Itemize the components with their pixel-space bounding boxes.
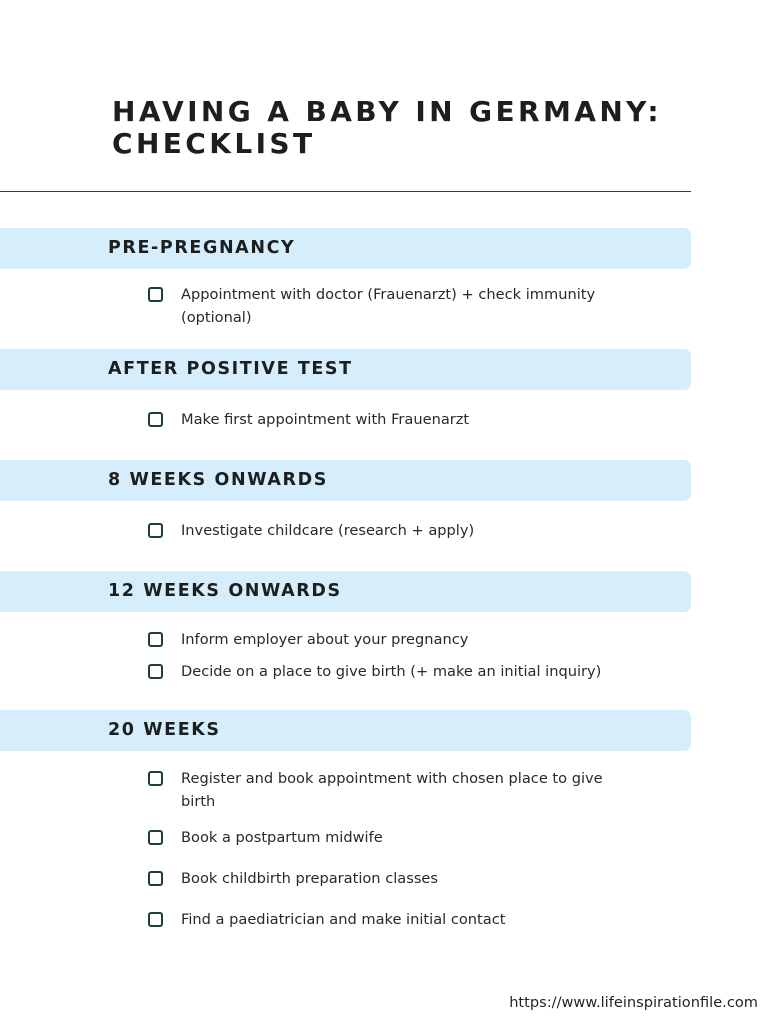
- checklist-item-text: Inform employer about your pregnancy: [181, 631, 469, 648]
- checkbox[interactable]: [148, 830, 163, 845]
- section-header-20-weeks: [0, 710, 691, 751]
- checklist-item-text: Register and book appointment with chosen place to give birth: [181, 770, 603, 810]
- checkbox[interactable]: [148, 523, 163, 538]
- section-header-pre-pregnancy: [0, 228, 691, 269]
- checklist-item-text: Decide on a place to give birth (+ make an initial inquiry): [181, 663, 602, 680]
- checkbox[interactable]: [148, 912, 163, 927]
- section-label: AFTER POSITIVE TEST: [108, 359, 353, 379]
- checklist-item-text: Investigate childcare (research + apply): [181, 522, 475, 539]
- section-header-8-weeks-onwards: [0, 460, 691, 501]
- section-header-after-positive-test: [0, 349, 691, 390]
- checkbox[interactable]: [148, 287, 163, 302]
- checklist-item-text: Book a postpartum midwife: [181, 829, 383, 846]
- checkbox[interactable]: [148, 632, 163, 647]
- title-divider: [0, 191, 691, 192]
- checkbox[interactable]: [148, 412, 163, 427]
- checklist-item-text: Book childbirth preparation classes: [181, 870, 439, 887]
- checkbox[interactable]: [148, 664, 163, 679]
- section-label: 20 WEEKS: [108, 720, 221, 740]
- page-title: HAVING A BABY IN GERMANY: CHECKLIST: [112, 95, 662, 160]
- checklist-item-text: Appointment with doctor (Frauenarzt) + check immunity (optional): [181, 286, 596, 326]
- checklist-item-text: Make first appointment with Frauenarzt: [181, 411, 470, 428]
- section-label: 8 WEEKS ONWARDS: [108, 470, 328, 490]
- checkbox[interactable]: [148, 771, 163, 786]
- section-header-12-weeks-onwards: [0, 571, 691, 612]
- footer-website-link[interactable]: https://www.lifeinspirationfile.com: [509, 994, 758, 1011]
- section-label: 12 WEEKS ONWARDS: [108, 581, 342, 601]
- checkbox[interactable]: [148, 871, 163, 886]
- checklist-item-text: Find a paediatrician and make initial contact: [181, 911, 506, 928]
- section-label: PRE-PREGNANCY: [108, 238, 296, 258]
